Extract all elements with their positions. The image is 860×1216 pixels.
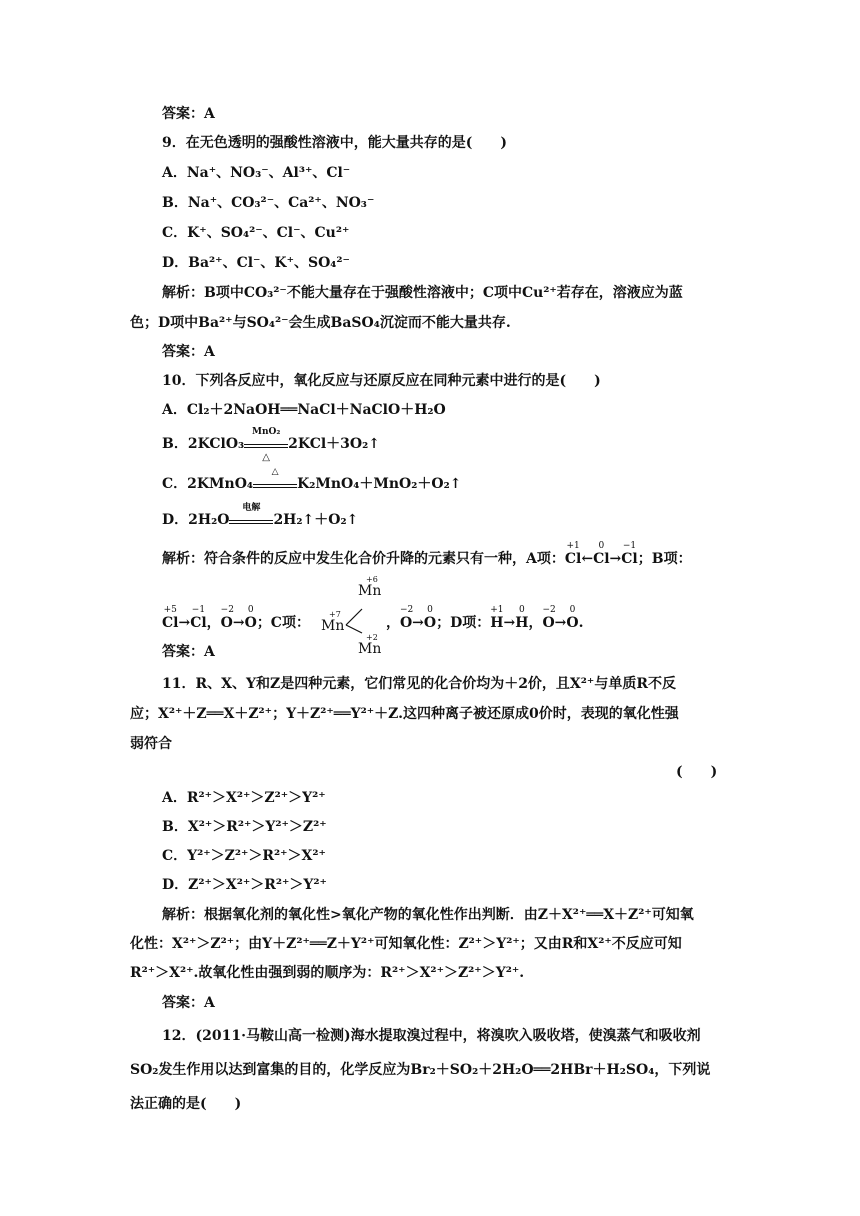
answer-q9: 答案：A	[162, 344, 215, 360]
q9-analysis-line-2: 色；D项中Ba²⁺与SO₄²⁻会生成BaSO₄沉淀而不能大量共存.	[130, 315, 511, 331]
q11-analysis-line-2: 化性：X²⁺＞Z²⁺；由Y＋Z²⁺══Z＋Y²⁺可知氧化性：Z²⁺＞Y²⁺；又由R和X²⁺不反应可知	[130, 936, 682, 952]
q9-option-a: A．Na⁺、NO₃⁻、Al³⁺、Cl⁻	[162, 165, 351, 181]
mn-plus2: +2 Mn	[358, 633, 382, 657]
q11-analysis-line-3: R²⁺＞X²⁺.故氧化性由强到弱的顺序为：R²⁺＞X²⁺＞Z²⁺＞Y²⁺.	[130, 965, 525, 981]
mn-plus7: +7 Mn	[321, 610, 345, 634]
q11-option-b: B．X²⁺＞R²⁺＞Y²⁺＞Z²⁺	[162, 819, 327, 835]
q9-analysis-line-1: 解析：B项中CO₃²⁻不能大量存在于强酸性溶液中；C项中Cu²⁺若存在，溶液应为蓝	[162, 285, 683, 301]
q9-option-c: C．K⁺、SO₄²⁻、Cl⁻、Cu²⁺	[162, 225, 350, 241]
q10-option-d: D．2H₂O 电解 2H₂↑＋O₂↑	[162, 503, 359, 528]
question-11-stem-line-3: 弱符合	[130, 736, 172, 752]
reaction-condition: △	[253, 476, 297, 488]
question-12-stem-line-2: SO₂发生作用以达到富集的目的，化学反应为Br₂＋SO₂＋2H₂O══2HBr＋H₂SO₄，下列说	[130, 1062, 711, 1078]
question-9-stem: 9．在无色透明的强酸性溶液中，能大量共存的是( )	[162, 135, 507, 151]
answer-q8: 答案：A	[162, 106, 215, 122]
question-10-stem: 10．下列各反应中，氧化反应与还原反应在同种元素中进行的是( )	[162, 373, 601, 389]
answer-bracket: ( )	[676, 764, 718, 780]
q9-option-d: D．Ba²⁺、Cl⁻、K⁺、SO₄²⁻	[162, 255, 350, 271]
q10-option-c: C．2KMnO₄ △ K₂MnO₄＋MnO₂＋O₂↑	[162, 467, 462, 492]
q11-option-a: A．R²⁺＞X²⁺＞Z²⁺＞Y²⁺	[162, 790, 326, 806]
reaction-condition: 电解	[229, 512, 273, 524]
question-12-stem-line-3: 法正确的是( )	[130, 1096, 242, 1112]
reaction-condition: MnO₂ △	[244, 436, 288, 448]
q10-option-a: A．Cl₂＋2NaOH══NaCl＋NaClO＋H₂O	[162, 402, 446, 418]
q9-option-b: B．Na⁺、CO₃²⁻、Ca²⁺、NO₃⁻	[162, 195, 375, 211]
q10-analysis-line-1: 解析：符合条件的反应中发生化合价升降的元素只有一种，A项： +1 Cl← 0 Cl→ −1 Cl；B项：	[162, 541, 692, 567]
q10-option-b: B．2KClO₃ MnO₂ △ 2KCl＋3O₂↑	[162, 427, 380, 463]
answer-q11: 答案：A	[162, 995, 215, 1011]
mn-branch-arrows	[344, 605, 366, 637]
q11-option-d: D．Z²⁺＞X²⁺＞R²⁺＞Y²⁺	[162, 877, 327, 893]
q11-option-c: C．Y²⁺＞Z²⁺＞R²⁺＞X²⁺	[162, 848, 326, 864]
question-11-stem-line-1: 11．R、X、Y和Z是四种元素，它们常见的化合价均为＋2价，且X²⁺与单质R不反	[162, 676, 676, 692]
question-11-stem-line-2: 应；X²⁺＋Z══X＋Z²⁺；Y＋Z²⁺══Y²⁺＋Z.这四种离子被还原成0价时，表现的氧化性强	[130, 706, 679, 722]
q11-analysis-line-1: 解析：根据氧化剂的氧化性>氧化产物的氧化性作出判断．由Z＋X²⁺══X＋Z²⁺可知氧	[162, 907, 694, 923]
mn-plus6: +6 Mn	[358, 575, 382, 599]
question-12-stem-line-1: 12．(2011·马鞍山高一检测)海水提取溴过程中，将溴吹入吸收塔，使溴蒸气和吸收剂	[162, 1028, 701, 1044]
q10-analysis-line-2: +5 Cl→ −1 Cl， −2 O→ 0 O；C项： ， −2 O→ 0 O；D项： +1 H→ 0 H， −2 O→ 0 O.	[162, 605, 584, 631]
answer-q10: 答案：A	[162, 644, 215, 660]
